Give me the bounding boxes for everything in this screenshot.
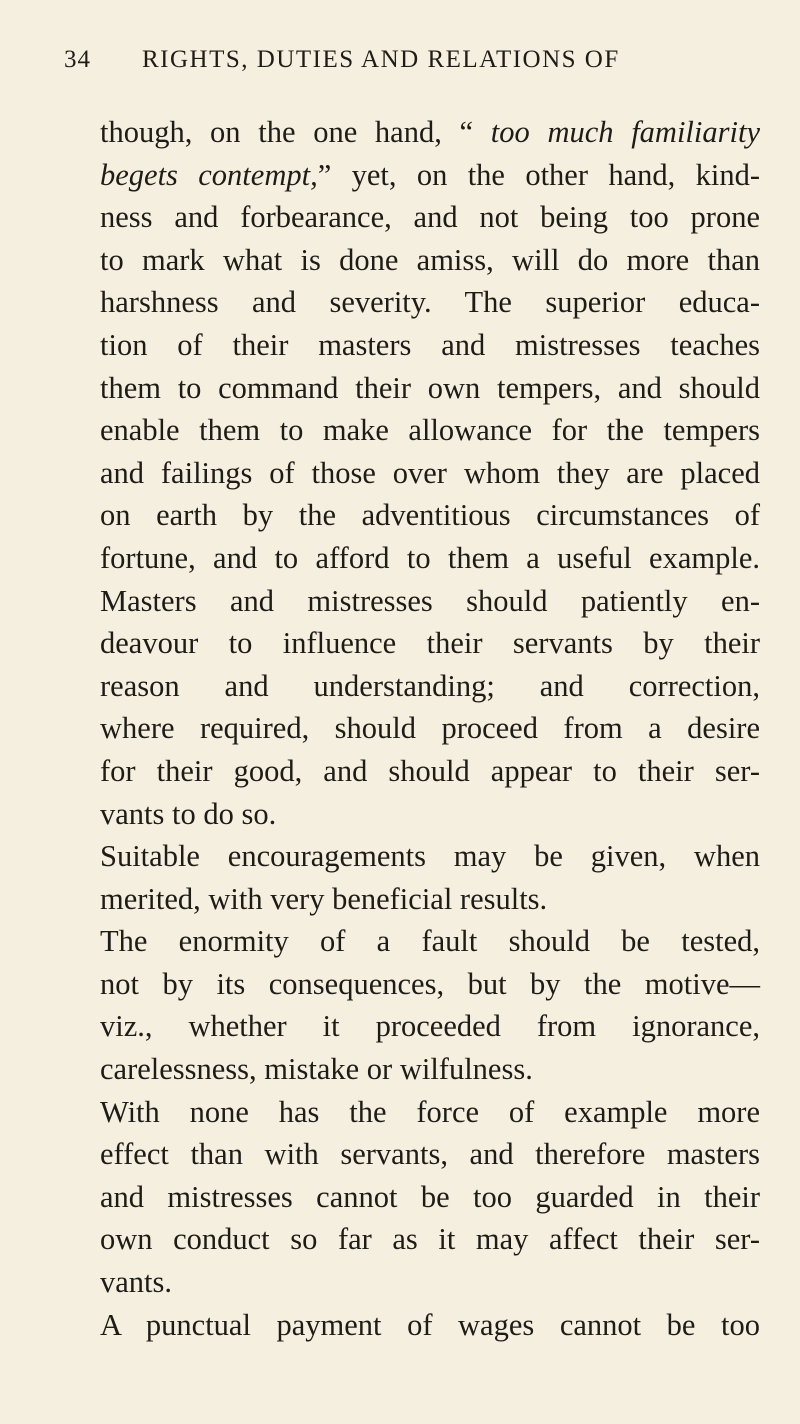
text-line-13: deavour to influence their servants by their xyxy=(100,626,760,661)
text-line-7: them to command their own tempers, and should xyxy=(100,370,760,405)
line-2-roman: ” yet, on the other hand, kind- xyxy=(317,157,760,192)
line-1-italic: too much familiarity xyxy=(490,115,760,149)
text-line-18: Suitable encouragements may be given, when xyxy=(100,839,760,874)
running-head xyxy=(64,40,764,80)
body-text xyxy=(100,111,760,1346)
text-line-28: vants. xyxy=(100,1265,173,1300)
text-line-24: With none has the force of example more xyxy=(100,1094,760,1129)
line-1-roman: though, on the one hand, “ xyxy=(100,115,491,149)
text-line-12: Masters and mistresses should patiently en- xyxy=(100,583,760,618)
text-line-6: tion of their masters and mistresses teaches xyxy=(100,327,760,362)
text-line-23: carelessness, mistake or wilfulness. xyxy=(100,1052,533,1087)
text-line-2 xyxy=(100,154,760,197)
text-line-20: The enormity of a fault should be tested, xyxy=(100,924,760,959)
text-line-10: on earth by the adventitious circumstances of xyxy=(100,498,760,533)
running-title: RIGHTS, DUTIES AND RELATIONS OF xyxy=(142,46,620,73)
text-line-22: viz., whether it proceeded from ignorance, xyxy=(100,1009,760,1044)
text-line-8: enable them to make allowance for the tempers xyxy=(100,413,760,448)
text-line-5: harshness and severity. The superior educa- xyxy=(100,285,760,320)
line-2-italic: begets contempt, xyxy=(100,157,318,192)
text-line-11: fortune, and to afford to them a useful example. xyxy=(100,540,760,575)
text-line-21: not by its consequences, but by the motive— xyxy=(100,966,760,1001)
page-number: 34 xyxy=(64,46,91,73)
text-line-15: where required, should proceed from a desire xyxy=(100,711,760,746)
text-line-26: and mistresses cannot be too guarded in their xyxy=(100,1179,760,1214)
text-line-29: A punctual payment of wages cannot be too xyxy=(100,1307,760,1342)
text-line-17: vants to do so. xyxy=(100,796,277,831)
text-line-4: to mark what is done amiss, will do more than xyxy=(100,242,760,277)
text-line-9: and failings of those over whom they are placed xyxy=(100,455,760,490)
text-line-16: for their good, and should appear to their ser- xyxy=(100,753,760,788)
text-line-19: merited, with very beneficial results. xyxy=(100,881,548,916)
text-line-3: ness and forbearance, and not being too prone xyxy=(100,200,760,235)
text-line-27: own conduct so far as it may affect their ser- xyxy=(100,1222,760,1257)
text-line-25: effect than with servants, and therefore masters xyxy=(100,1137,760,1172)
text-line-14: reason and understanding; and correction, xyxy=(100,668,760,703)
text-line-1 xyxy=(100,111,760,154)
